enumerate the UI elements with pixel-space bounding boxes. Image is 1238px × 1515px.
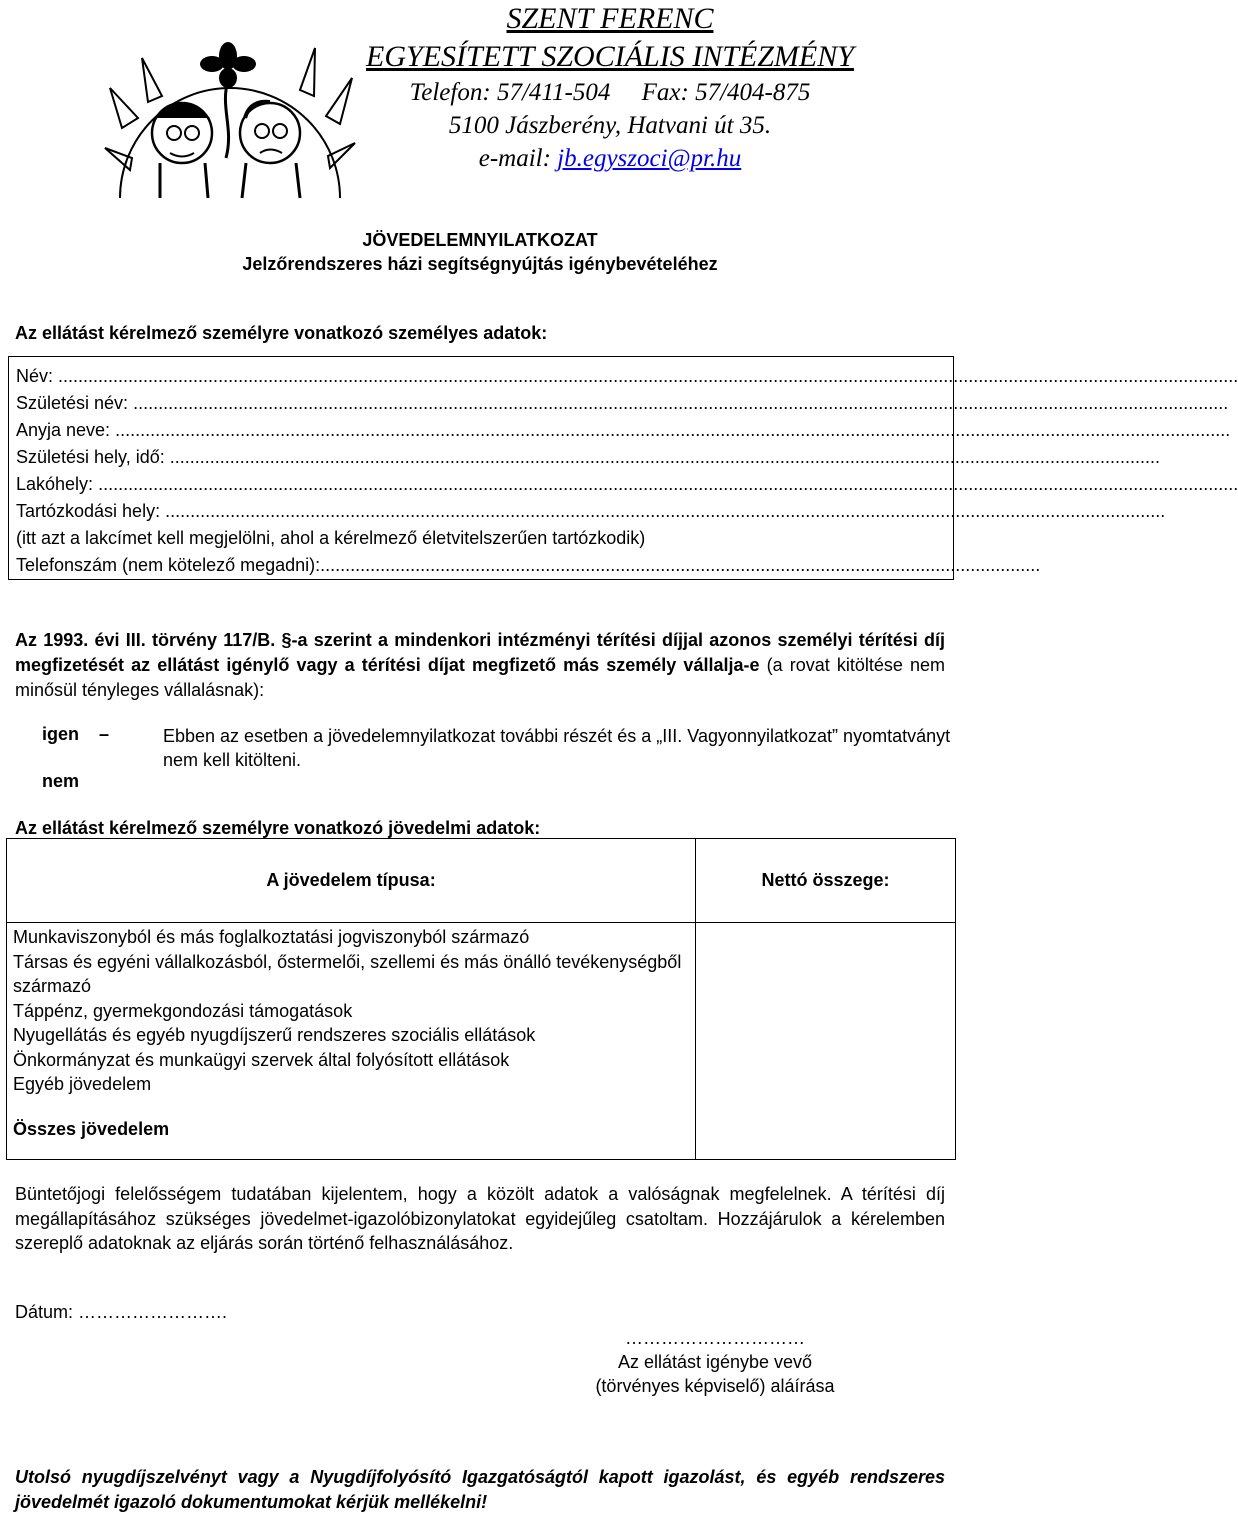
personal-field-dots: ............................................................................................................................................................................................................................................: [58, 366, 1238, 386]
signature-caption-2: (törvényes képviselő) aláírása: [595, 1376, 835, 1396]
personal-field-label: Név:: [16, 366, 54, 386]
income-data-heading: Az ellátást kérelmező személyre vonatkozó jövedelmi adatok:: [15, 818, 541, 838]
org-address: 5100 Jászberény, Hatvani út 35.: [448, 112, 772, 139]
letterhead: [0, 0, 960, 210]
income-type-row: Társas és egyéni vállalkozásból, őstermelői, szellemi és más önálló tevékenységből származó: [13, 951, 682, 996]
email-label: e-mail:: [478, 145, 551, 172]
choice-yes[interactable]: [40, 724, 109, 745]
income-type-row: Táppénz, gyermekgondozási támogatások: [13, 1000, 353, 1021]
date-field[interactable]: [15, 1302, 227, 1323]
choice-no[interactable]: [40, 771, 79, 792]
organization-info: [330, 0, 890, 175]
personal-data-box: [8, 356, 1238, 580]
personal-field-label: Anyja neve:: [16, 420, 111, 440]
personal-field-label: Lakóhely:: [16, 474, 94, 494]
column-header-type: A jövedelem típusa:: [7, 839, 696, 923]
personal-data-heading: Az ellátást kérelmező személyre vonatkozó személyes adatok:: [15, 323, 548, 343]
income-table: [6, 838, 956, 1160]
total-income-label: Összes jövedelem: [13, 1118, 170, 1139]
law-paragraph: [15, 628, 945, 703]
document-subtitle: Jelzőrendszeres házi segítségnyújtás igénybevételéhez: [242, 254, 718, 274]
personal-field[interactable]: [16, 363, 1238, 390]
income-type-row: Nyugellátás és egyéb nyugdíjszerű rendszeres szociális ellátások: [13, 1025, 536, 1045]
law-paragraph-bold: Az 1993. évi III. törvény 117/B. §-a szerint a mindenkori intézményi térítési díjjal azonos személyi térítési díj megfizetését az ellátást igénylő vagy a térítési díjat megfizető más személy vállalja-e: [15, 630, 945, 675]
personal-field-dots: ...........................................................................................................................................................................................................................: [133, 393, 1229, 413]
fax-label: Fax:: [641, 79, 689, 106]
phone-field[interactable]: [16, 552, 1041, 579]
personal-field[interactable]: [16, 471, 1238, 498]
personal-field[interactable]: [16, 417, 1231, 444]
phone-field-dots: ................................................................................................................................................: [320, 555, 1041, 575]
email-link[interactable]: jb.egyszoci@pr.hu: [557, 145, 742, 172]
sun-elderly-couple-logo: [100, 18, 360, 203]
income-type-row: Munkaviszonyból és más foglalkoztatási jogviszonyból származó: [13, 927, 530, 947]
law-paragraph-normal: (a rovat kitöltése nem minősül tényleges vállalásnak):: [15, 655, 945, 700]
document-title: JÖVEDELEMNYILATKOZAT: [362, 230, 598, 250]
org-name-line1: SZENT FERENC: [506, 2, 714, 35]
phone-field-label: Telefonszám (nem kötelező megadni):: [16, 555, 321, 575]
personal-field[interactable]: [16, 444, 1160, 471]
footer-note: Utolsó nyugdíjszelvényt vagy a Nyugdíjfolyósító Igazgatóságtól kapott igazolást, és egyéb rendszeres jövedelmét igazoló dokumentumokat kérjük mellékelni!: [15, 1467, 945, 1512]
personal-field-label: Tartózkodási hely:: [16, 501, 161, 521]
date-label: Dátum:: [15, 1302, 74, 1322]
personal-field-dots: ......................................................................................................................................................................................................: [169, 447, 1160, 467]
personal-field-label: Születési hely, idő:: [16, 447, 165, 467]
personal-field-dots: ........................................................................................................................................................................................................: [165, 501, 1166, 521]
personal-field[interactable]: [16, 498, 1166, 525]
declaration-paragraph: Büntetőjogi felelősségem tudatában kijelentem, hogy a közölt adatok a valóságnak megfelelnek. A térítési díj megállapításához szükséges jövedelmet-igazolóbizonylatokat egyidejűleg csatoltam. Hozzájárulok a kérelemben szereplő adatoknak az eljárás során történő felhasználásához.: [15, 1184, 945, 1253]
date-dots: …………………….: [78, 1302, 228, 1322]
personal-field-label: Születési név:: [16, 393, 129, 413]
net-amount-cell[interactable]: [696, 923, 956, 1160]
column-header-amount: Nettó összege:: [696, 839, 956, 923]
income-type-row: Önkormányzat és munkaügyi szervek által folyósított ellátások: [13, 1049, 510, 1070]
signature-block: [560, 1326, 870, 1398]
phone-label: Telefon:: [409, 79, 491, 106]
income-types-cell: [7, 923, 696, 1160]
signature-caption-1: Az ellátást igénybe vevő: [617, 1352, 813, 1372]
choice-no-label: nem: [42, 771, 80, 791]
choice-dash: –: [99, 724, 110, 744]
signature-line[interactable]: …………………………: [625, 1328, 805, 1348]
org-name-line2: EGYESÍTETT SZOCIÁLIS INTÉZMÉNY: [366, 40, 854, 73]
contact-phone-fax: [330, 76, 890, 109]
phone-number: 57/411-504: [496, 79, 611, 106]
personal-field-dots: ...............................................................................................................................................................................................................................: [115, 420, 1231, 440]
personal-field[interactable]: [16, 390, 1229, 417]
address-note: (itt azt a lakcímet kell megjelölni, ahol a kérelmező életvitelszerűen tartózkodik): [16, 528, 646, 548]
personal-field-dots: ....................................................................................................................................................................................................................................: [98, 474, 1238, 494]
income-type-row: Egyéb jövedelem: [13, 1074, 152, 1094]
choice-yes-note: Ebben az esetben a jövedelemnyilatkozat további részét és a „III. Vagyonnyilatkozat” nyomtatványt nem kell kitölteni.: [163, 726, 951, 770]
choice-yes-label: igen: [42, 724, 80, 744]
contact-email: [330, 142, 890, 175]
fax-number: 57/404-875: [695, 79, 811, 106]
